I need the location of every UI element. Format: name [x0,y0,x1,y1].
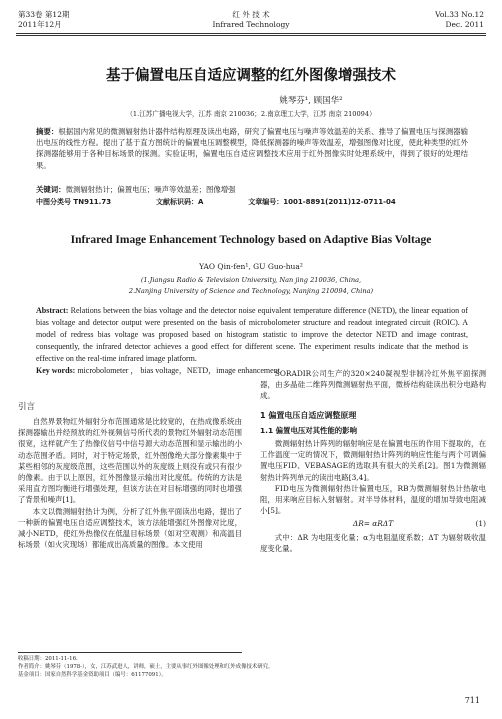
page-number: 711 [464,696,480,705]
header-volume-en [435,10,484,30]
left-column-body [18,416,242,550]
footnote-fund: 基金项目：国家自然科学基金资助项目（编号：61177091）。 [18,672,167,678]
abstract-cn [36,126,468,171]
affiliation-en-1: (1.Jiangsu Radio & Television University, Nan jing 210036, China, [140,276,362,284]
paper-title-en: Infrared Image Enhancement Technology based on Adaptive Bias Voltage [70,234,432,246]
keywords-cn-label: 关键词： [36,185,66,194]
right-paragraph-1: 微测辐射热计阵列的辐射响应是在偏置电压的作用下提取的，在工作温度一定的情况下，微测辐射热计阵列的响应性能与两个可调偏置电压FID、VEBASAGE的选取具有很大的关系[2]。图1为微测辐射热计阵列单元的读出电路[3,4]。 [260,439,486,482]
footnote [18,655,488,679]
equation-1-number: (1) [475,519,486,529]
right-paragraph-2: FID电压为微测辐射热计偏置电压，RB为微测辐射热计热敏电阻，用来响应目标入射辐射。对半导体材料，温度的增加导致电阻减小[5]。 [260,483,486,516]
date-cn: 2011年12月 [18,20,62,29]
equation-1 [260,518,486,529]
header-journal [0,10,502,30]
abstract-en-label: Abstract: [36,306,69,315]
subsection-heading-1-1: 1.1 偏置电压对其性能的影响 [260,425,357,435]
keywords-en-text: microbolometer ， bias voltage，NETD，image enhancement [77,366,280,375]
right-paragraph-0: SORADIR公司生产的320×240凝视型非制冷红外焦平面探测器，由多晶硅二维阵列微测辐射热平面，微桥结构硅读出积分电路构成。 [260,369,486,401]
keywords-en-label: Key words: [36,366,76,375]
equation-1-formula: ΔR= αRΔT [352,519,394,529]
affiliation-cn: （1.江苏广播电视大学，江苏 南京 210036；2.南京理工大学，江苏 南京 210094） [126,110,376,118]
footnote-author: 作者简介：姚琴芬（1978-），女，江苏武进人，讲师，硕士，主要从事红外图像处理和红外成像技术研究。 [18,664,274,670]
keywords-cn-text: 微测辐射热计；偏置电压；噪声等效温差；图像增强 [65,185,236,194]
right-paragraph-3: 式中：ΔR 为电阻变化量；α为电阻温度系数；ΔT 为辐射吸收温度变化量。 [260,532,486,553]
volume-issue-cn: 第33卷 第12期 [18,10,70,19]
intro-paragraph-2: 本文以微测辐射热计为例，分析了红外焦平面读出电路，提出了一种新的偏置电压自适应调整技术，该方法能增强红外图像对比度，减小NETD，使红外热像仪在低温目标场景（如对空观测）和高温目标场景（如火灾现场）都能成出高质量的图像。本文使用 [18,506,242,550]
document-code: 文献标识码：A [155,198,204,206]
clc-number: 中图分类号 TN911.73 [36,198,112,206]
date-en: Dec. 2011 [445,20,484,29]
abstract-cn-text: 根据国内常见的微测辐射热计器件结构原理及读出电路，研究了偏置电压与噪声等效温差的关系、推导了偏置电压与探测器输出电压的线性方程。提出了基于直方图统计的偏置电压调整模型，降低探测器的噪声等效温差，增强图像对比度，使此种类型的红外探测器能够用于各种目标场景的探测。实验证明，偏置电压自适应调整技术应用于红外图像实时处理系统中，得到了很好的处理结果。 [36,127,468,170]
volume-issue-en: Vol.33 No.12 [435,10,484,19]
journal-name-cn: 红 外 技 术 [232,10,270,19]
section-heading-1: 1 偏置电压自适应调整原理 [260,410,357,420]
authors-en: YAO Qin-fen¹, GU Guo-hua² [199,262,303,271]
footnote-rule [18,652,242,653]
abstract-en [36,305,468,365]
section-heading-intro: 引言 [18,402,36,412]
paper-title-cn: 基于偏置电压自适应调整的红外图像增强技术 [106,68,396,84]
right-column-body [260,368,486,554]
header-rule-thin [16,35,486,36]
article-number: 文章编号：1001-8891(2011)12-0711-04 [248,198,396,206]
affiliation-en-2: 2.Nanjing University of Science and Technology, Nanjing 210094, China) [128,287,374,295]
abstract-cn-label: 摘要： [36,127,59,136]
classification-cn [36,197,468,208]
journal-name-en: Infrared Technology [212,20,290,29]
intro-paragraph-1: 自然界景物红外辐射分布范围通常是比较宽的，在热成像系统由探测器输出并经预放的红外视频信号所代表的景物红外辐射动态范围很宽，这样就产生了热像仪信号中信号源大动态范围和显示输出的小动态范围矛盾。同时，对于特定场景，红外图像绝大部分像素集中于某些相邻的灰度级范围，这些范围以外的灰度级上则没有或只有很少的像素。由于以上原因，红外图像显示输出对比度低。传统的方法是采用直方图均衡进行增强处理，但该方法在对目标增强的同时也增强了背景和噪声[1]。 [18,417,242,505]
abstract-en-text: Relations between the bias voltage and the detector noise equivalent temperature difference (NETD), the linear equation of bias voltage and detector output were presented on the basis of microbolometer structure and readout integrated circuit (ROIC). A model of redress bias voltage was proposed based on histogram statistic to improve the detector NETD and image contrast, consequently, the infrared detector achieves a good effect for different scene. The experiment results indicate that the method is effective on the real-time infrared image platform. [36,306,468,364]
authors-cn: 姚琴芬¹, 顾国华² [279,96,343,106]
footnote-received: 收稿日期：2011-11-16. [18,656,78,662]
keywords-cn [36,184,468,195]
header-rule [16,33,486,34]
